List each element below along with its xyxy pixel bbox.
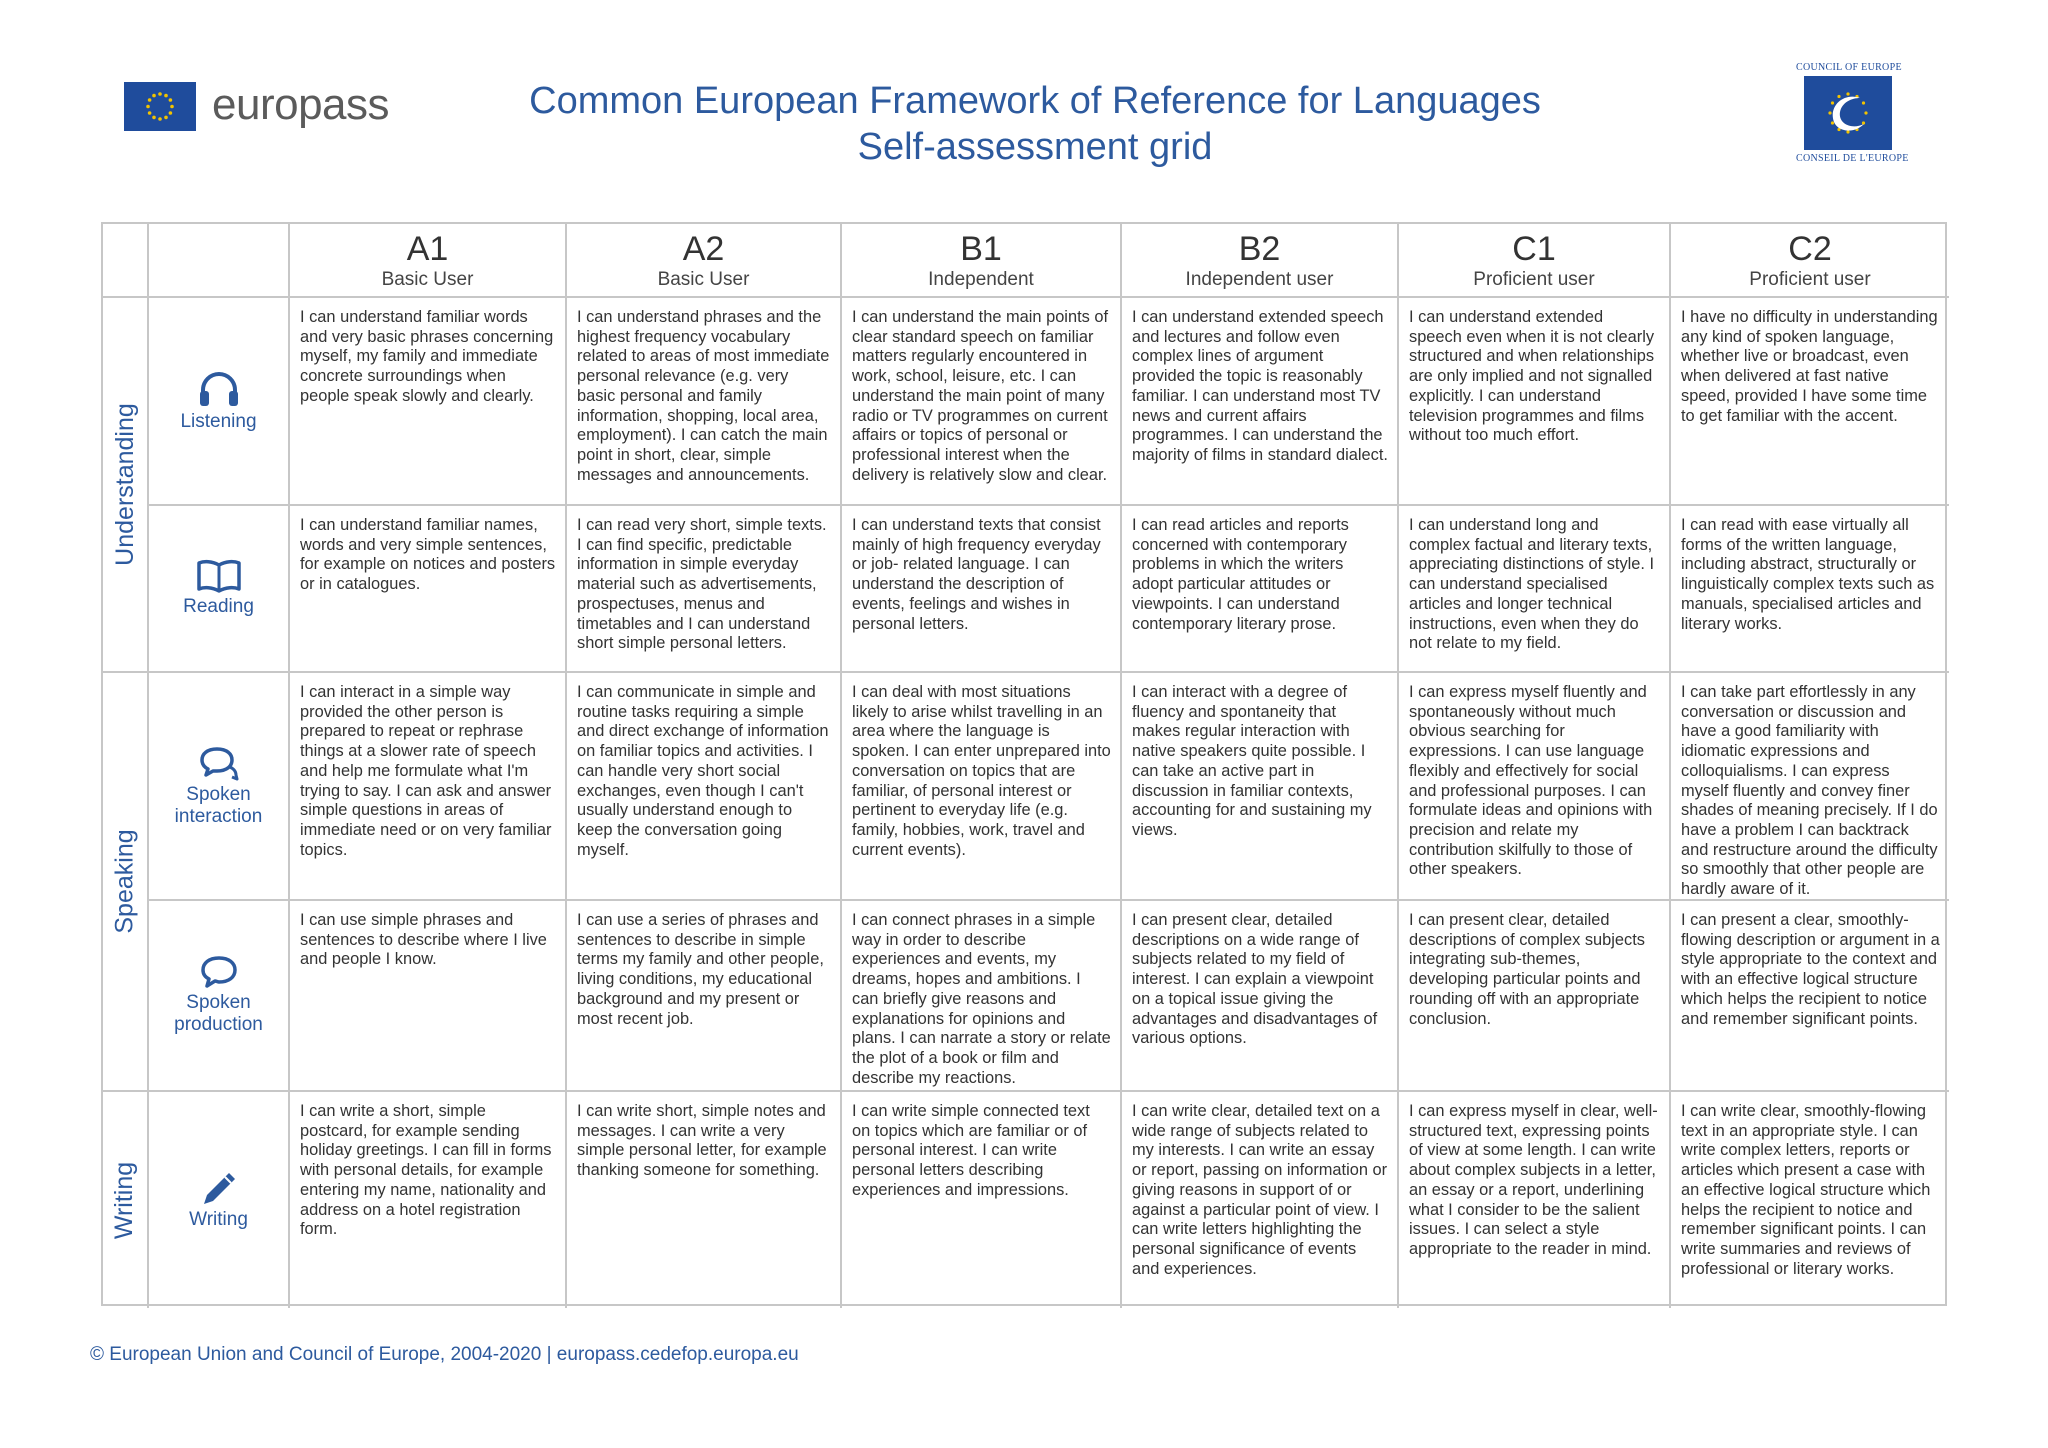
descriptor-cell: I can understand the main points of clear standard speech on familiar matters regularly encountered in work, school, leisure, etc. I can understand the main point of many radio or TV programmes on current affairs or topics of personal or professional interest when the delivery is relatively slow and clear. — [842, 298, 1122, 506]
descriptor-cell: I can understand extended speech even when it is not clearly structured and when relationships are only implied and not signalled explicitly. I can understand television programmes and films without too much effort. — [1399, 298, 1671, 506]
group-label: Speaking — [110, 829, 139, 934]
descriptor-cell: I can understand extended speech and lectures and follow even complex lines of argument provided the topic is reasonably familiar. I can understand most TV news and current affairs programmes. I can understand the majority of films in standard dialect. — [1122, 298, 1399, 506]
headphones-icon — [197, 370, 241, 408]
descriptor-cell: I can take part effortlessly in any conversation or discussion and have a good familiarity with idiomatic expressions and colloquialisms. I can express myself fluently and convey finer shades of meaning precisely. If I do have a problem I can backtrack and restructure around the difficulty so smoothly that other people are hardly aware of it. — [1671, 673, 1949, 901]
skill-reading — [149, 506, 290, 673]
descriptor-cell: I can connect phrases in a simple way in order to describe experiences and events, my dreams, hopes and ambitions. I can briefly give reasons and explanations for opinions and plans. I can narrate a story or relate the plot of a book or film and describe my reactions. — [842, 901, 1122, 1092]
level-header — [290, 224, 567, 298]
descriptor-cell: I can read with ease virtually all forms of the written language, including abstract, structurally or linguistically complex texts such as manuals, specialised articles and literary works. — [1671, 506, 1949, 673]
descriptor-cell: I can write clear, smoothly-flowing text in an appropriate style. I can write complex letters, reports or articles which present a case with an effective logical structure which helps the recipient to notice and remember significant points. I can write summaries and reviews of professional or literary works. — [1681, 1102, 1931, 1278]
descriptor-cell: I can read very short, simple texts. I can find specific, predictable information in simple everyday material such as advertisements, prospectuses, menus and timetables and I can understand short simple personal letters. — [567, 506, 842, 673]
group-label: Writing — [110, 1161, 139, 1239]
descriptor-cell: I can express myself fluently and spontaneously without much obvious searching for expressions. I can use language flexibly and effectively for social and professional purposes. I can formulate ideas and opinions with precision and relate my contribution skilfully to those of other speakers. — [1399, 673, 1671, 901]
book-icon — [196, 559, 242, 593]
europass-brand: europass — [212, 80, 390, 129]
descriptor-cell: I can interact with a degree of fluency and spontaneity that makes regular interaction with native speakers quite possible. I can take an active part in discussion in familiar contexts, accounting for and sustaining my views. — [1122, 673, 1399, 901]
group-label: Understanding — [110, 403, 139, 566]
level-label: Basic User — [381, 269, 474, 290]
skill-label: Spoken interaction — [174, 783, 263, 827]
title-line-1: Common European Framework of Reference for Languages — [529, 80, 1541, 122]
group-understanding — [103, 298, 149, 673]
skill-label: Listening — [180, 410, 257, 432]
descriptor-cell: I can use a series of phrases and sentences to describe in simple terms my family and other people, living conditions, my educational background and my present or most recent job. — [567, 901, 842, 1092]
descriptor-cell: I can present clear, detailed descriptions of complex subjects integrating sub-themes, developing particular points and rounding off with an appropriate conclusion. — [1399, 901, 1671, 1092]
self-assessment-grid — [101, 222, 1947, 1306]
level-code: B2 — [1238, 230, 1281, 268]
eu-flag-logo — [124, 82, 196, 131]
level-code: C2 — [1788, 230, 1832, 268]
level-label: Basic User — [657, 269, 750, 290]
descriptor-cell: I can understand familiar names, words and very simple sentences, for example on notices and posters or in catalogues. — [290, 506, 567, 673]
descriptor-cell: I can read articles and reports concerned with contemporary problems in which the writers adopt particular attitudes or viewpoints. I can understand contemporary literary prose. — [1122, 506, 1399, 673]
level-header — [1122, 224, 1399, 298]
level-header — [842, 224, 1122, 298]
page-title — [400, 78, 1670, 170]
coe-emblem — [1804, 76, 1892, 150]
corner-cell — [103, 224, 149, 298]
title-line-2: Self-assessment grid — [857, 126, 1213, 168]
skill-spoken-interaction — [149, 673, 290, 901]
descriptor-cell: I can understand texts that consist mainly of high frequency everyday or job- related language. I can understand the description of events, feelings and wishes in personal letters. — [842, 506, 1122, 673]
skill-label: Writing — [189, 1208, 248, 1230]
group-speaking — [103, 673, 149, 1092]
descriptor-cell: I can present clear, detailed descriptions on a wide range of subjects related to my field of interest. I can explain a viewpoint on a topical issue giving the advantages and disadvantages of various options. — [1122, 901, 1399, 1092]
descriptor-cell: I can present a clear, smoothly-flowing description or argument in a style appropriate to the context and with an effective logical structure which helps the recipient to notice and remember significant points. — [1671, 901, 1949, 1092]
level-code: A1 — [406, 230, 449, 268]
descriptor-cell: I can express myself in clear, well- structured text, expressing points of view at some length. I can write about complex subjects in a letter, an essay or a report, underlining what I consider to be the salient issues. I can select a style appropriate to the reader in mind. — [1399, 1092, 1671, 1308]
pen-icon — [200, 1170, 238, 1206]
level-label: Independent user — [1185, 269, 1334, 290]
level-label: Independent — [928, 269, 1034, 290]
descriptor-cell: I can communicate in simple and routine tasks requiring a simple and direct exchange of information on familiar topics and activities. I can handle very short social exchanges, even though I can't usually understand enough to keep the conversation going myself. — [567, 673, 842, 901]
speech-bubble-icon — [200, 955, 238, 989]
skill-writing — [149, 1092, 290, 1308]
skill-listening — [149, 298, 290, 506]
level-code: C1 — [1512, 230, 1556, 268]
coe-bottom-text: CONSEIL DE L'EUROPE — [1796, 153, 1909, 164]
descriptor-cell: I can understand familiar words and very basic phrases concerning myself, my family and immediate concrete surroundings when people speak slowly and clearly. — [290, 298, 567, 506]
level-header — [1671, 224, 1949, 298]
descriptor-cell: I can use simple phrases and sentences to describe where I live and people I know. — [290, 901, 567, 1092]
descriptor-cell: I can write clear, detailed text on a wide range of subjects related to my interests. I can write an essay or report, passing on information or giving reasons in support of or against a particular point of view. I can write letters highlighting the personal significance of events and experiences. — [1122, 1092, 1399, 1308]
descriptor-cell: I have no difficulty in understanding any kind of spoken language, whether live or broadcast, even when delivered at fast native speed, provided I have some time to get familiar with the accent. — [1671, 298, 1949, 506]
level-header — [1399, 224, 1671, 298]
descriptor-cell: I can understand phrases and the highest frequency vocabulary related to areas of most immediate personal relevance (e.g. very basic personal and family information, shopping, local area, employment). I can catch the main point in short, clear, simple messages and announcements. — [567, 298, 842, 506]
level-label: Proficient user — [1473, 269, 1595, 290]
skill-label: Reading — [183, 596, 254, 617]
descriptor-cell: I can interact in a simple way provided the other person is prepared to repeat or rephrase things at a slower rate of speech and help me formulate what I'm trying to say. I can ask and answer simple questions in areas of immediate need or on very familiar topics. — [290, 673, 567, 901]
level-code: B1 — [960, 230, 1002, 268]
footer-copyright[interactable]: © European Union and Council of Europe, 2004-2020 | europass.cedefop.europa.eu — [90, 1344, 799, 1365]
level-header — [567, 224, 842, 298]
descriptor-cell: I can write simple connected text on topics which are familiar or of personal interest. I can write personal letters describing experiences and impressions. — [842, 1092, 1122, 1308]
skill-label: Spoken production — [174, 992, 263, 1035]
level-code: A2 — [682, 230, 725, 268]
level-label: Proficient user — [1749, 269, 1871, 290]
skill-spoken-production — [149, 901, 290, 1092]
descriptor-cell: I can understand long and complex factual and literary texts, appreciating distinctions of style. I can understand specialised articles and longer technical instructions, even when they do not relate to my field. — [1399, 506, 1671, 673]
corner-cell — [149, 224, 290, 298]
descriptor-cell: I can write short, simple notes and messages. I can write a very simple personal letter, for example thanking someone for something. — [567, 1092, 842, 1308]
chat-bubbles-icon — [199, 745, 239, 781]
group-writing — [103, 1092, 149, 1308]
descriptor-cell: I can deal with most situations likely to arise whilst travelling in an area where the language is spoken. I can enter unprepared into conversation on topics that are familiar, of personal interest or pertinent to everyday life (e.g. family, hobbies, work, travel and current events). — [842, 673, 1122, 901]
descriptor-cell: I can write a short, simple postcard, for example sending holiday greetings. I can fill in forms with personal details, for example entering my name, nationality and address on a hotel registration form. — [290, 1092, 567, 1308]
council-of-europe-logo — [1796, 62, 1909, 164]
coe-top-text: COUNCIL OF EUROPE — [1796, 62, 1902, 73]
